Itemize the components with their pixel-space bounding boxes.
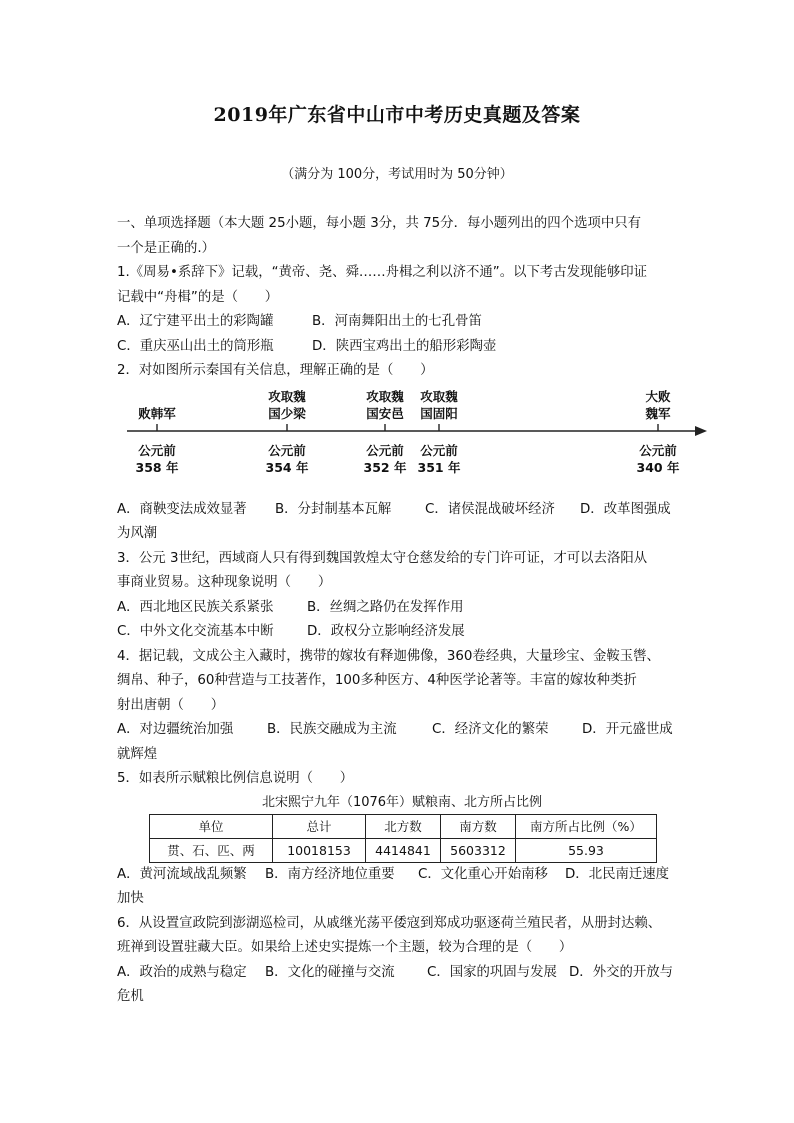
q4-option-d: D．开元盛世成 (582, 722, 673, 737)
q4-options (117, 718, 687, 743)
q3-option-b: B．丝绸之路仍在发挥作用 (307, 599, 464, 615)
q5-option-d: D．北民南迁速度 (565, 866, 670, 882)
q5-option-a: A．黄河流域战乱频繁 (117, 866, 247, 882)
q5-option-c: C．文化重心开始南移 (418, 866, 548, 882)
q5-option-b: B．南方经济地位重要 (265, 866, 395, 882)
exam-info: （满分为 100分，考试用时为 50分钟） (281, 167, 513, 182)
timeline-event: 败韩军 (138, 405, 176, 421)
section-heading: 一、单项选择题（本大题 25小题，每小题 3分，共 75分．每小题列出的四个选项中只有 (117, 216, 642, 231)
table-header-row (150, 814, 657, 838)
q6-option-c: C．国家的巩固与发展 (427, 964, 557, 980)
table-header-cell: 总计 (273, 814, 366, 838)
q5-option-d-cont: 加快 (117, 891, 144, 906)
q6-option-a: A．政治的成熟与稳定 (117, 964, 247, 980)
q2-stem: 2．对如图所示秦国有关信息，理解正确的是（ ） (117, 363, 434, 378)
q4-option-c: C．经济文化的繁荣 (432, 722, 549, 737)
table-cell: 5603312 (441, 838, 516, 862)
table-cell: 10018153 (273, 838, 366, 862)
timeline-event: 大败 魏军 (645, 388, 671, 421)
timeline-event: 攻取魏 国少梁 (268, 388, 306, 421)
q1-stem: 1.《周易•系辞下》记载，“黄帝、尧、舜……舟楫之利以济不通”。以下考古发现能够印证 (117, 265, 647, 280)
q1-option-c: C．重庆巫山出土的筒形瓶 (117, 338, 274, 354)
q1-option-b: B．河南舞阳出土的七孔骨笛 (312, 314, 482, 329)
q2-option-d-cont: 为风潮 (117, 526, 158, 541)
q6-stem: 6．从设置宣政院到澎湖巡检司，从戚继光荡平倭寇到郑成功驱逐荷兰殖民者，从册封达赖、 (117, 915, 662, 931)
q4-option-b: B．民族交融成为主流 (267, 722, 397, 737)
timeline-date: 公元前 340 年 (636, 442, 680, 475)
tax-grain-table (149, 814, 657, 863)
q1-stem-cont: 记载中“舟楫”的是（ ） (117, 289, 279, 305)
timeline-date: 公元前 358 年 (135, 442, 179, 475)
q2-option-c: C．诸侯混战破坏经济 (425, 501, 555, 517)
q6-stem-cont: 班禅到设置驻藏大臣。如果给上述史实提炼一个主题，较为合理的是（ ） (117, 940, 573, 955)
q1-options-row1 (117, 310, 687, 335)
section-heading-cont: 一个是正确的.） (117, 240, 215, 256)
q1-option-a: A．辽宁建平出土的彩陶罐 (117, 314, 274, 329)
table-cell: 55.93 (516, 838, 657, 862)
table-row (150, 838, 657, 862)
q6-option-b: B．文化的碰撞与交流 (265, 964, 395, 980)
q4-option-a: A．对边疆统治加强 (117, 722, 234, 737)
exam-body (117, 212, 687, 1010)
q3-option-d: D．政权分立影响经济发展 (307, 624, 465, 639)
q2-option-d: D．改革图强成 (580, 501, 671, 517)
q5-stem: 5．如表所示赋粮比例信息说明（ ） (117, 771, 354, 786)
q3-stem: 3．公元 3世纪，西域商人只有得到魏国敦煌太守仓慈发给的专门许可证，才可以去洛阳从 (117, 550, 648, 566)
table-header-cell: 南方所占比例（%） (516, 814, 657, 838)
table-cell: 4414841 (366, 838, 441, 862)
timeline-event: 攻取魏 国安邑 (366, 388, 404, 421)
table-header-cell: 单位 (150, 814, 273, 838)
q6-option-d: D．外交的开放与 (569, 964, 674, 980)
q4-stem: 4．据记载，文成公主入藏时，携带的嫁妆有释迦佛像，360卷经典，大量珍宝、金鞍玉辔、 (117, 648, 660, 664)
timeline-date: 公元前 354 年 (265, 442, 309, 475)
q2-option-b: B．分封制基本瓦解 (275, 501, 392, 517)
q4-stem-cont: 射出唐朝（ ） (117, 697, 225, 713)
q4-option-d-cont: 就辉煌 (117, 746, 158, 762)
q3-option-c: C．中外文化交流基本中断 (117, 624, 274, 639)
timeline-date: 公元前 351 年 (417, 442, 461, 475)
q3-options-row2 (117, 620, 687, 645)
table-header-cell: 南方数 (441, 814, 516, 838)
q6-option-d-cont: 危机 (117, 989, 144, 1004)
q2-options (117, 498, 687, 523)
q6-options (117, 961, 687, 986)
q2-option-a: A．商鞅变法成效显著 (117, 501, 247, 517)
qin-timeline (117, 386, 687, 498)
q3-options-row1 (117, 596, 687, 621)
table-caption: 北宋熙宁九年（1076年）赋粮南、北方所占比例 (261, 794, 543, 810)
q3-option-a: A．西北地区民族关系紧张 (117, 599, 274, 615)
timeline-date: 公元前 352 年 (363, 442, 407, 475)
table-cell: 贯、石、匹、两 (150, 838, 273, 862)
q3-stem-cont: 事商业贸易。这种现象说明（ ） (117, 575, 332, 590)
q4-stem-cont: 绸帛、种子，60种营造与工技著作，100多种医方、4种医学论著等。丰富的嫁妆种类折 (117, 673, 637, 688)
q1-option-d: D．陕西宝鸡出土的船形彩陶壶 (312, 338, 497, 354)
q5-options (117, 863, 687, 888)
timeline-event: 攻取魏 国固阳 (420, 388, 458, 421)
q1-options-row2 (117, 335, 687, 360)
page-title: 2019年广东省中山市中考历史真题及答案 (213, 104, 581, 126)
table-header-cell: 北方数 (366, 814, 441, 838)
timeline-arrow (695, 426, 707, 436)
